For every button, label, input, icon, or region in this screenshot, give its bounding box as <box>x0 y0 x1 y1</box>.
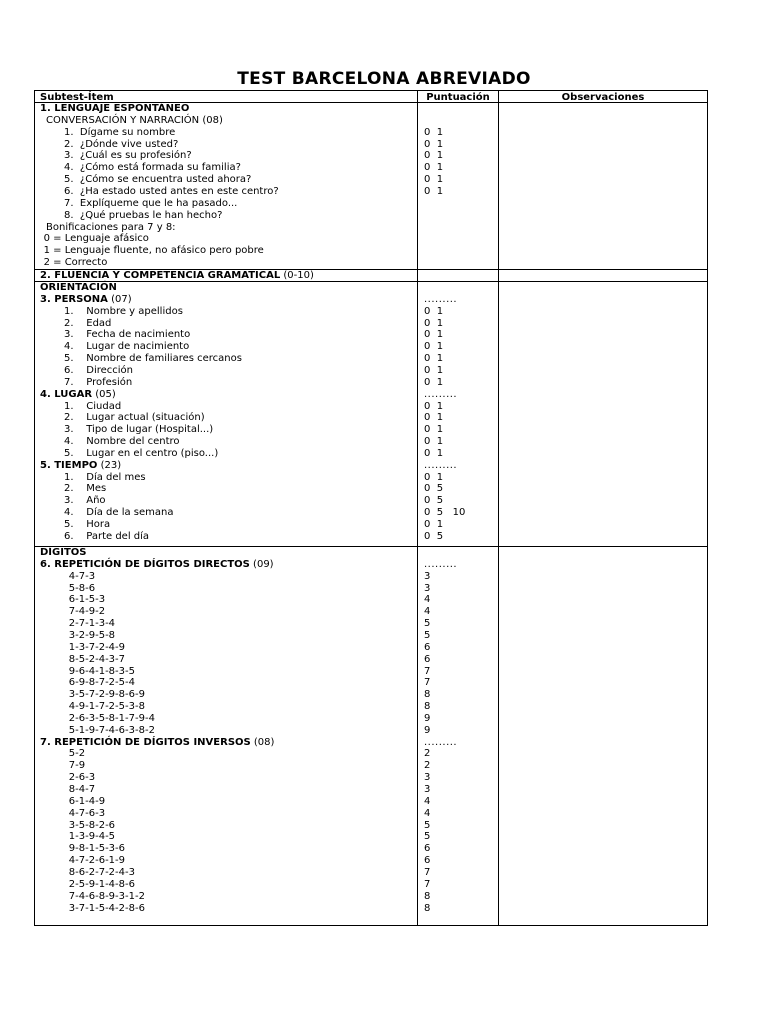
score-options: 8 <box>424 701 431 713</box>
table-row <box>64 483 106 495</box>
item-label: 5. ¿Cómo se encuentra usted ahora? <box>64 174 252 186</box>
score-options: 0 1 <box>424 364 444 376</box>
score-options: 0 1 <box>424 185 444 197</box>
score-options: 9 <box>424 724 431 736</box>
item-count: (05) <box>92 388 116 400</box>
table-row <box>69 713 155 725</box>
item-label: 1. Nombre y apellidos <box>64 305 183 317</box>
item-label: 1. Dígame su nombre <box>64 126 176 138</box>
score-options: 0 1 <box>424 400 444 412</box>
score-options: 0 5 <box>424 495 444 507</box>
item-label: 2. Edad <box>64 317 112 329</box>
table-row <box>64 174 251 186</box>
item-label: 7-4-6-8-9-3-1-2 <box>68 890 145 902</box>
item-label: 2-7-1-3-4 <box>68 618 116 630</box>
table-row <box>69 748 85 760</box>
score-options: 5 <box>424 831 431 843</box>
score-options: 9 <box>424 712 431 724</box>
item-label: 7. Profesión <box>64 376 133 388</box>
table-row <box>69 654 125 666</box>
header-observations: Observaciones <box>561 92 645 103</box>
table-row <box>64 412 205 424</box>
item-label: 3. Fecha de nacimiento <box>64 329 191 341</box>
score-options: 7 <box>424 677 431 689</box>
score-options: 0 1 <box>424 162 444 174</box>
table-row <box>69 618 115 630</box>
score-options: 0 1 <box>424 174 444 186</box>
table-row <box>64 150 192 162</box>
item-label: 2-6-3 <box>68 772 96 784</box>
table-row <box>40 282 117 294</box>
table-row <box>40 103 189 115</box>
table-row <box>69 891 145 903</box>
section-heading: 5. TIEMPO <box>40 459 98 471</box>
section-heading: 1. LENGUAJE ESPONTÁNEO <box>40 103 190 114</box>
item-label: 6. Parte del día <box>64 530 150 542</box>
item-count: (08) <box>250 736 275 748</box>
item-label: 8-5-2-4-3-7 <box>68 653 126 665</box>
table-row <box>64 531 149 543</box>
score-options: 0 1 <box>424 138 444 150</box>
table-row <box>69 808 105 820</box>
score-options: 2 <box>424 760 431 772</box>
table-row <box>69 571 95 583</box>
table-row <box>64 519 110 531</box>
score-options: 0 1 <box>424 412 444 424</box>
section-heading: 7. REPETICIÓN DE DÍGITOS INVERSOS <box>40 736 251 748</box>
item-label: 2. ¿Dónde vive usted? <box>64 138 179 150</box>
item-label: 4. Lugar de nacimiento <box>64 341 190 353</box>
item-count: (0-10) <box>280 269 314 281</box>
table-row <box>64 306 183 318</box>
score-options: 0 5 <box>424 483 444 495</box>
score-options: 6 <box>424 641 431 653</box>
section-heading: 6. REPETICIÓN DE DÍGITOS DIRECTOS <box>40 558 250 570</box>
section-heading: ORIENTACIÓN <box>40 282 117 293</box>
table-row <box>64 186 279 198</box>
item-label: 5. Hora <box>64 519 111 530</box>
item-label: 5-1-9-7-4-6-3-8-2 <box>68 724 155 736</box>
score-options: 0 1 <box>424 329 444 341</box>
table-row <box>64 198 237 210</box>
section-heading: 3. PERSONA <box>40 293 108 305</box>
score-options: 7 <box>424 878 431 890</box>
table-row <box>64 436 180 448</box>
table-row <box>69 772 95 784</box>
score-options: 7 <box>424 866 431 878</box>
header-score: Puntuación <box>426 92 490 103</box>
score-options: 0 5 <box>424 530 444 542</box>
item-label: 4. ¿Cómo está formada su familia? <box>64 162 241 174</box>
item-label: 1-3-9-4-5 <box>68 831 116 843</box>
item-label: 6. Dirección <box>64 364 134 376</box>
item-label: 8-4-7 <box>68 784 96 795</box>
column-divider-1 <box>417 91 418 925</box>
table-row <box>69 867 135 879</box>
score-options: 3 <box>424 772 431 784</box>
item-label: 4-7-3 <box>68 570 96 582</box>
item-label: 1-3-7-2-4-9 <box>68 641 126 653</box>
item-label: Bonificaciones para 7 y 8: <box>46 221 176 233</box>
score-options: 8 <box>424 902 431 914</box>
score-options: 8 <box>424 890 431 902</box>
item-label: 3. ¿Cuál es su profesión? <box>64 150 192 162</box>
document-title: TEST BARCELONA ABREVIADO <box>237 69 531 89</box>
item-label: 5. Nombre de familiares cercanos <box>64 353 242 365</box>
item-label: 6-1-5-3 <box>68 594 106 606</box>
item-label: 1 = Lenguaje fluente, no afásico pero pobre <box>43 245 264 257</box>
score-options: 6 <box>424 855 431 867</box>
item-label: 4-7-6-3 <box>68 807 106 819</box>
item-label: 5-2 <box>68 748 86 760</box>
score-options: 4 <box>424 807 431 819</box>
table-row <box>64 472 146 484</box>
item-label: 7-4-9-2 <box>68 606 106 618</box>
score-options: 6 <box>424 653 431 665</box>
item-label: 3-2-9-5-8 <box>68 629 116 641</box>
table-row <box>69 843 125 855</box>
table-row <box>69 642 125 654</box>
table-row <box>64 127 175 139</box>
table-row <box>69 677 135 689</box>
section-rule-3 <box>35 546 707 547</box>
score-options: 5 <box>424 819 431 831</box>
table-row <box>40 294 132 306</box>
table-row <box>69 594 105 606</box>
score-options: 3 <box>424 582 431 594</box>
score-blank: ......... <box>424 558 458 570</box>
header-item: Subtest-Ítem <box>40 92 114 103</box>
table-row <box>69 725 155 737</box>
table-row <box>69 606 105 618</box>
score-blank: ......... <box>424 459 458 471</box>
score-options: 0 1 <box>424 471 444 483</box>
table-row <box>69 701 145 713</box>
section-heading: 4. LUGAR <box>40 388 93 400</box>
item-label: 3. Tipo de lugar (Hospital...) <box>64 424 214 436</box>
item-label: 1. Ciudad <box>64 400 122 412</box>
table-row <box>40 559 274 571</box>
item-label: 1. Día del mes <box>64 471 146 483</box>
table-row <box>64 377 132 389</box>
table-row <box>64 139 178 151</box>
score-blank: ......... <box>424 736 458 748</box>
table-row <box>69 796 105 808</box>
score-options: 0 1 <box>424 126 444 138</box>
column-divider-2 <box>498 91 499 925</box>
item-label: 9-8-1-5-3-6 <box>68 843 126 855</box>
table-row <box>64 424 213 436</box>
item-label: 4. Nombre del centro <box>64 436 180 448</box>
table-row <box>40 547 86 559</box>
score-blank: ......... <box>424 388 458 400</box>
item-label: 7. Explíqueme que le ha pasado... <box>64 197 238 209</box>
score-options: 4 <box>424 606 431 618</box>
table-row <box>69 831 115 843</box>
item-label: CONVERSACIÓN Y NARRACIÓN (08) <box>46 114 223 126</box>
item-label: 8. ¿Qué pruebas le han hecho? <box>64 209 223 221</box>
score-options: 3 <box>424 570 431 582</box>
item-label: 3. Año <box>64 495 106 507</box>
table-row <box>64 329 190 341</box>
score-options: 4 <box>424 795 431 807</box>
item-label: 4-9-1-7-2-5-3-8 <box>68 701 145 713</box>
table-row <box>40 270 314 282</box>
item-label: 5. Lugar en el centro (piso...) <box>64 447 219 459</box>
section-heading: DÍGITOS <box>40 547 87 558</box>
item-label: 3-5-8-2-6 <box>68 819 116 831</box>
score-options: 8 <box>424 689 431 701</box>
table-row <box>46 115 223 127</box>
score-options: 4 <box>424 594 431 606</box>
item-count: (07) <box>107 293 132 305</box>
item-label: 2. Lugar actual (situación) <box>64 412 205 424</box>
table-row <box>69 784 95 796</box>
table-row <box>69 666 135 678</box>
section-heading: 2. FLUENCIA Y COMPETENCIA GRAMATICAL <box>40 269 281 281</box>
table-row <box>40 389 116 401</box>
item-label: 3-7-1-5-4-2-8-6 <box>68 902 145 914</box>
score-options: 0 1 <box>424 519 444 530</box>
test-table <box>34 90 708 926</box>
table-row <box>64 162 241 174</box>
score-blank: ......... <box>424 293 458 305</box>
score-options: 2 <box>424 748 431 760</box>
table-row <box>69 855 125 867</box>
item-count: (23) <box>97 459 122 471</box>
score-options: 0 1 <box>424 376 444 388</box>
table-row <box>69 820 115 832</box>
table-row <box>64 507 174 519</box>
item-label: 6-1-4-9 <box>68 795 106 807</box>
item-label: 5-8-6 <box>68 582 96 594</box>
item-label: 2-5-9-1-4-8-6 <box>68 878 135 890</box>
item-label: 6. ¿Ha estado usted antes en este centro? <box>64 185 279 197</box>
table-row <box>64 210 222 222</box>
table-row <box>44 233 149 245</box>
table-row <box>44 257 108 269</box>
score-options: 0 1 <box>424 150 444 162</box>
score-options: 0 1 <box>424 341 444 353</box>
score-options: 0 1 <box>424 353 444 365</box>
score-options: 3 <box>424 784 431 795</box>
table-row <box>69 583 95 595</box>
score-options: 0 5 10 <box>424 507 466 519</box>
score-options: 0 1 <box>424 424 444 436</box>
table-row <box>69 689 145 701</box>
table-row <box>69 760 85 772</box>
item-label: 7-9 <box>68 760 86 772</box>
table-row <box>46 222 176 234</box>
score-options: 7 <box>424 665 431 677</box>
item-label: 2-6-3-5-8-1-7-9-4 <box>68 712 155 724</box>
table-row <box>40 737 274 749</box>
score-options: 0 1 <box>424 436 444 448</box>
table-row <box>44 245 264 257</box>
table-row <box>64 365 133 377</box>
table-row <box>64 401 121 413</box>
table-row <box>69 903 145 915</box>
item-count: (09) <box>249 558 274 570</box>
table-row <box>64 318 111 330</box>
item-label: 4-7-2-6-1-9 <box>68 855 126 867</box>
score-options: 0 1 <box>424 447 444 459</box>
score-options: 0 1 <box>424 317 444 329</box>
item-label: 4. Día de la semana <box>64 507 174 519</box>
table-row <box>64 341 189 353</box>
item-label: 8-6-2-7-2-4-3 <box>68 866 135 878</box>
item-label: 2 = Correcto <box>43 257 108 269</box>
item-label: 9-6-4-1-8-3-5 <box>68 665 135 677</box>
score-options: 0 1 <box>424 305 444 317</box>
score-options: 5 <box>424 618 431 630</box>
table-row <box>69 879 135 891</box>
table-row <box>69 630 115 642</box>
table-row <box>64 448 218 460</box>
item-label: 0 = Lenguaje afásico <box>43 233 149 245</box>
table-row <box>64 353 242 365</box>
table-row <box>64 495 106 507</box>
item-label: 3-5-7-2-9-8-6-9 <box>68 689 145 701</box>
item-label: 2. Mes <box>64 483 107 495</box>
item-label: 6-9-8-7-2-5-4 <box>68 677 135 689</box>
score-options: 6 <box>424 843 431 855</box>
score-options: 5 <box>424 629 431 641</box>
table-row <box>40 460 121 472</box>
